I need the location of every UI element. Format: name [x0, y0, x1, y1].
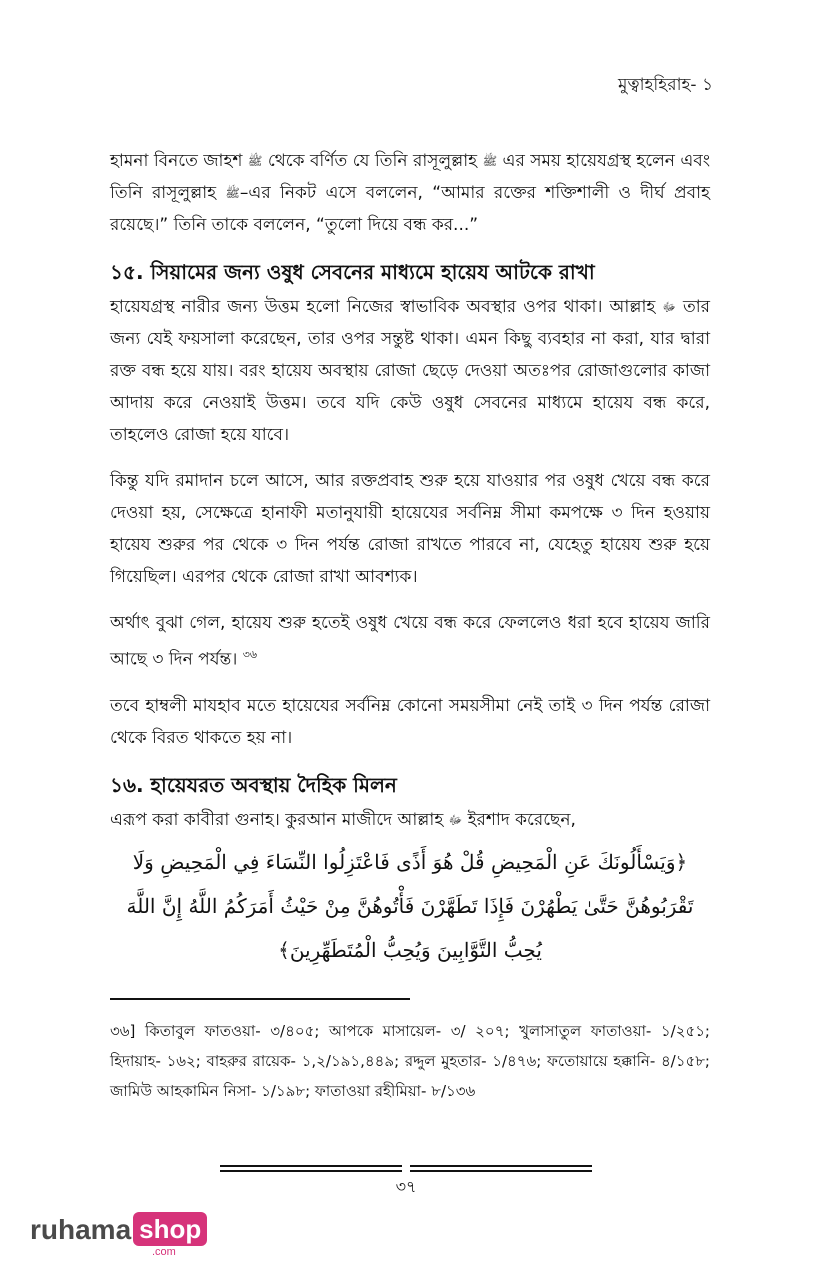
honorific-icon: ﷻ	[448, 812, 463, 827]
footnote-36: ৩৬] কিতাবুল ফাতওয়া- ৩/৪০৫; আপকে মাসায়েল- ৩/ ২০৭; খুলাসাতুল ফাতাওয়া- ১/২৫১; হিদায়াহ- ১৬২; বাহরুর রায়েক- ১,২/১৯১,৪৪৯; রদ্দুল মুহতার- ১/৪৭৬; ফতোয়ায়ে হক্কানি- ৪/১৫৮; জামিউ আহকামিন নিসা- ১/১৯৮; ফাতাওয়া রহীমিয়া- ৮/১৩৬	[110, 1021, 710, 1100]
footer-rule-right	[410, 1165, 592, 1172]
honorific-icon: ﷺ	[247, 154, 263, 168]
footnote-reference[interactable]: ৩৬	[242, 648, 258, 661]
page-number: ৩৭	[395, 1177, 417, 1196]
page-content	[110, 145, 710, 1106]
section-16-heading: ১৬. হায়েযরত অবস্থায় দৈহিক মিলন	[110, 772, 397, 797]
s16-p1-text-b: ইরশাদ করেছেন,	[467, 809, 576, 830]
quran-verse: ﴿وَيَسْأَلُونَكَ عَنِ الْمَحِيضِ قُلْ هُوَ أَذًى فَاعْتَزِلُوا النِّسَاءَ فِي الْمَحِيضِ وَلَا تَقْرَبُوهُنَّ حَتَّىٰ يَطْهُرْنَ فَإِذَا تَطَهَّرْنَ فَأْتُوهُنَّ مِنْ حَيْثُ أَمَرَكُمُ اللَّهُ إِنَّ اللَّهَ يُحِبُّ التَّوَّابِينَ وَيُحِبُّ الْمُتَطَهِّرِينَ﴾	[126, 849, 694, 962]
section-15-paragraph-4: তবে হাম্বলী মাযহাব মতে হায়েযের সর্বনিম্ন কোনো সময়সীমা নেই তাই ৩ দিন পর্যন্ত রোজা থেকে বিরত থাকতে হয় না।	[110, 695, 710, 748]
page-footer	[220, 1165, 592, 1201]
para1-text-c: এর সময় হায়েযগ্রস্থ হলেন এবং তিনি রাসূলুল্লাহ	[110, 151, 711, 203]
para1-text-b: থেকে বর্ণিত যে তিনি রাসূলুল্লাহ	[267, 151, 478, 171]
s16-p1-text-a: এরূপ করা কাবীরা গুনাহ। কুরআন মাজীদে আল্লাহ	[110, 809, 444, 830]
section-16-paragraph-1	[110, 804, 710, 836]
paragraph-hadith	[110, 145, 710, 241]
s15-p1-text-a: হায়েযগ্রস্থ নারীর জন্য উত্তম হলো নিজের স্বাভাবিক অবস্থার ওপর থাকা। আল্লাহ	[110, 297, 656, 317]
logo-ruhama-text: ruhama	[30, 1214, 132, 1245]
honorific-icon: ﷺ	[482, 154, 498, 168]
section-15-heading: ১৫. সিয়ামের জন্য ওষুধ সেবনের মাধ্যমে হায়েয আটকে রাখা	[110, 260, 595, 284]
s15-p3-text: অর্থাৎ বুঝা গেল, হায়েয শুরু হতেই ওষুধ খেয়ে বন্ধ করে ফেললেও ধরা হবে হায়েয জারি আছে ৩ দিন পর্যন্ত।	[110, 613, 710, 670]
para1-text-a: হামনা বিনতে জাহশ	[110, 151, 243, 171]
section-15-paragraph-1	[110, 291, 710, 451]
section-15-paragraph-3	[110, 607, 710, 676]
section-15-paragraph-2: কিন্তু যদি রমাদান চলে আসে, আর রক্তপ্রবাহ শুরু হয়ে যাওয়ার পর ওষুধ খেয়ে বন্ধ করে দেওয়া হয়, সেক্ষেত্রে হানাফী মতানুযায়ী হায়েযের সর্বনিম্ন সীমা কমপক্ষে ৩ দিন হওয়ায় হায়েয শুরুর পর থেকে ৩ দিন পর্যন্ত রোজা রাখতে পারবে না, যেহেতু হায়েয শুরু হয়ে গিয়েছিল। এরপর থেকে রোজা রাখা আবশ্যক।	[110, 471, 710, 587]
footnote-divider	[110, 998, 410, 1000]
honorific-icon: ﷻ	[662, 300, 676, 314]
s15-p1-text-b: তার জন্য যেই ফয়সালা করেছেন, তার ওপর সন্তুষ্ট থাকা। এমন কিছু ব্যবহার না করা, যার দ্বারা রক্ত বন্ধ হয়ে যায়। বরং হায়েয অবস্থায় রোজা ছেড়ে দেওয়া অতঃপর রোজাগুলোর কাজা আদায় করে নেওয়াই উত্তম। তবে যদি কেউ ওষুধ সেবনের মাধ্যমে হায়েয বন্ধ করে, তাহলেও রোজা হয়ে যাবে।	[110, 297, 710, 445]
running-head: মুত্বাহহিরাহ- ১	[618, 75, 713, 95]
footer-rule	[220, 1165, 592, 1172]
logo-dotcom-text: .com	[152, 1246, 176, 1258]
footer-rule-left	[220, 1165, 402, 1172]
ruhama-shop-logo[interactable]	[30, 1212, 207, 1258]
logo-shop-badge: shop	[133, 1212, 207, 1246]
honorific-icon: ﷺ	[225, 186, 240, 200]
para1-text-d: –এর নিকট এসে বললেন, “আমার রক্তের শক্তিশালী ও দীর্ঘ প্রবাহ রয়েছে।” তিনি তাকে বললেন, “তুলো দিয়ে বন্ধ কর...”	[110, 183, 710, 235]
